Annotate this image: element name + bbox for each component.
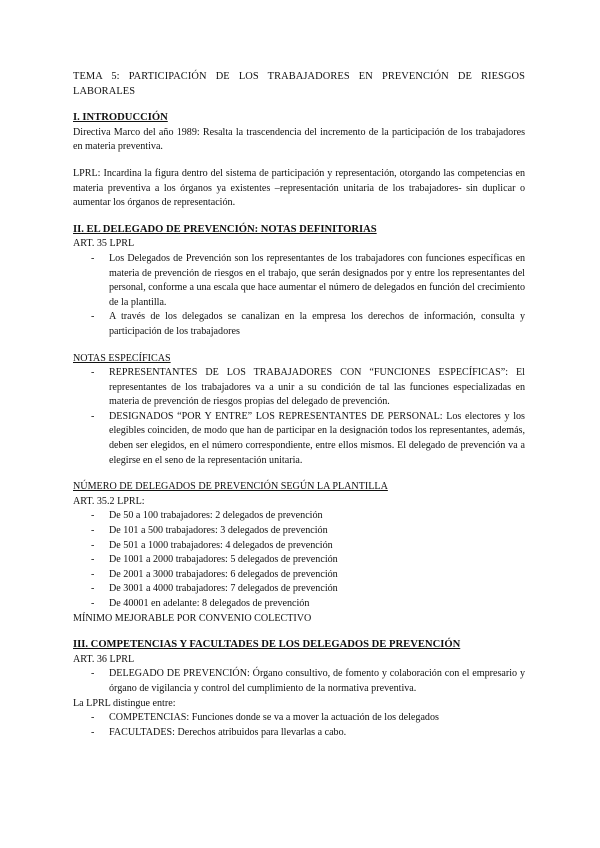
subheading-numero-delegados: NÚMERO DE DELEGADOS DE PREVENCIÓN SEGÚN LA PLANTILLA <box>73 481 388 493</box>
section-heading-competencias: III. COMPETENCIAS Y FACULTADES DE LOS DELEGADOS DE PREVENCIÓN <box>73 639 461 651</box>
article-ref-35: ART. 35 LPRL <box>73 238 135 250</box>
paragraph-directiva-marco: Directiva Marco del año 1989: Resalta la trascendencia del incremento de la participación de los trabajadores en materia preventiva. <box>73 126 525 153</box>
article-ref-36: ART. 36 LPRL <box>73 653 135 665</box>
delegado-list <box>73 252 525 340</box>
list-item: - REPRESENTANTES DE LOS TRABAJADORES CON “FUNCIONES ESPECÍFICAS”: El representantes de los trabajadores va a unir a su condición de tal las funciones especializadas en materia de prevención de riesgos propias del delegado de prevención. <box>73 366 525 410</box>
list-item: - De 40001 en adelante: 8 delegados de prevención <box>73 597 525 612</box>
minimo-mejorable-note: MÍNIMO MEJORABLE POR CONVENIO COLECTIVO <box>73 612 312 624</box>
list-item: - DELEGADO DE PREVENCIÓN: Órgano consultivo, de fomento y colaboración con el empresario y órgano de vigilancia y control del cumplimiento de la normativa preventiva. <box>73 667 525 696</box>
competencias-list <box>73 667 525 696</box>
lprl-distingue: La LPRL distingue entre: <box>73 697 176 709</box>
section-heading-delegado: II. EL DELEGADO DE PREVENCIÓN: NOTAS DEFINITORIAS <box>73 223 377 235</box>
list-item: - De 1001 a 2000 trabajadores: 5 delegados de prevención <box>73 553 525 568</box>
list-item: - FACULTADES: Derechos atribuidos para llevarlas a cabo. <box>73 726 525 741</box>
section-heading-introduccion: I. INTRODUCCIÓN <box>73 112 168 124</box>
paragraph-lprl: LPRL: Incardina la figura dentro del sistema de participación y representación, otorgando las competencias en materia preventiva a los órganos ya existentes –representación unitaria de los trabajadores- sin duplicar o aumentar los órganos de representación. <box>73 167 525 209</box>
list-item: - A través de los delegados se canalizan en la empresa los derechos de información, consulta y participación de los trabajadores <box>73 310 525 339</box>
list-item: - COMPETENCIAS: Funciones donde se va a mover la actuación de los delegados <box>73 711 525 726</box>
list-item: - De 501 a 1000 trabajadores: 4 delegados de prevención <box>73 539 525 554</box>
list-item: - DESIGNADOS “POR Y ENTRE” LOS REPRESENTANTES DE PERSONAL: Los electores y los elegibles coinciden, de modo que han de participar en la designación todos los representantes, además, deben ser elegidos, en el número correspondiente, entre ellos mismos. El delegado de prevención va a elegirse en el seno de la representación unitaria. <box>73 410 525 468</box>
notas-list <box>73 366 525 468</box>
list-item: - De 101 a 500 trabajadores: 3 delegados de prevención <box>73 524 525 539</box>
document-title: TEMA 5: PARTICIPACIÓN DE LOS TRABAJADORES EN PREVENCIÓN DE RIESGOS LABORALES <box>73 71 525 97</box>
count-list <box>73 509 525 611</box>
list-item: - De 50 a 100 trabajadores: 2 delegados de prevención <box>73 509 525 524</box>
list-item: - Los Delegados de Prevención son los representantes de los trabajadores con funciones específicas en materia de prevención de riesgos en el trabajo, que serán designados por y entre los representantes del personal, conforme a una escala que hace aumentar el número de delegados en función del crecimiento de la plantilla. <box>73 252 525 310</box>
document-body <box>73 70 525 740</box>
list-item: - De 3001 a 4000 trabajadores: 7 delegados de prevención <box>73 582 525 597</box>
distinction-list <box>73 711 525 740</box>
article-ref-35-2: ART. 35.2 LPRL: <box>73 495 145 507</box>
list-item: - De 2001 a 3000 trabajadores: 6 delegados de prevención <box>73 568 525 583</box>
subheading-notas-especificas: NOTAS ESPECÍFICAS <box>73 352 171 364</box>
